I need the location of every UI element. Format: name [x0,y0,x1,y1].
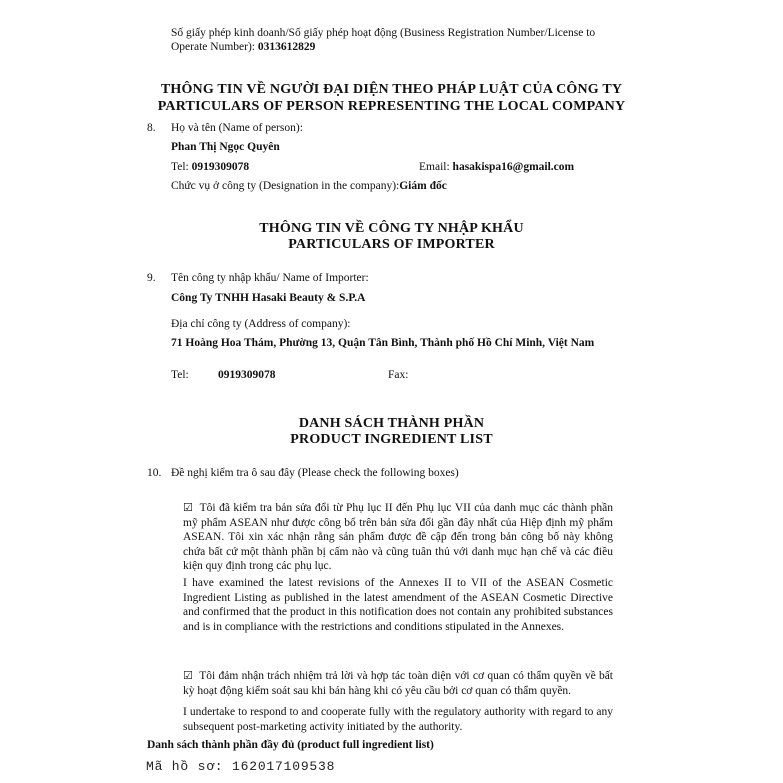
importer-name-label: Tên công ty nhập khẩu/ Name of Importer: [171,272,369,284]
designation-label: Chức vụ ở công ty (Designation in the company): [171,180,400,192]
importer-name-value: Công Ty TNHH Hasaki Beauty & S.P.A [171,292,366,304]
importer-tel-value: 0919309078 [218,369,276,381]
representative-tel-value: 0919309078 [191,161,250,173]
record-number: Mã hồ sơ: 162017109538 [146,759,336,774]
business-registration-line1: Số giấy phép kinh doanh/Số giấy phép hoạt động (Business Registration Number/License to [171,27,596,39]
checkbox2-vi-text: Tôi đảm nhận trách nhiệm trả lời và hợp tác toàn diện với cơ quan có thẩm quyền về bất kỳ hoạt động kiểm soát sau khi bán hàng khi có yêu cầu bởi cơ quan có thẩm quyền. [183,670,614,697]
checked-box-icon: ☑ [183,501,193,514]
checkbox1-vi-text: Tôi đã kiểm tra bản sửa đổi từ Phụ lục II đến Phụ lục VII của danh mục các thành phần mỹ phẩm ASEAN như được công bố trên bản sửa đổi gần đây nhất của Hiệp định mỹ phẩm ASEAN. Tôi xin xác nhận rằng sản phẩm được đề cập đến trong bản công bố này không chứa bất cứ một thành phần bị cấm nào và cũng tuân thủ với danh mục hạn chế và các điều kiện quy định trong các phụ lục. [183,502,613,573]
checkbox1-vi-paragraph [183,501,613,574]
person-name-label: Họ và tên (Name of person): [171,122,303,134]
checkbox1-en-text: I have examined the latest revisions of the Annexes II to VII of the ASEAN Cosmetic Ingredient Listing as published in the latest amendment of the ASEAN Cosmetic Directive and confirmed that the product in this notification does not contain any prohibited substances and is in compliance with the restrictions and conditions stipulated in the Annexes. [183,577,613,633]
designation [171,180,447,192]
representative-tel-label: Tel: [171,161,189,173]
business-registration-line2 [171,41,315,53]
ingredients-title-en: PRODUCT INGREDIENT LIST [290,432,493,447]
importer-address-label: Địa chỉ công ty (Address of company): [171,318,351,330]
importer-title-en: PARTICULARS OF IMPORTER [288,237,495,252]
representative-email-label: Email: [419,161,450,173]
importer-title-vi: THÔNG TIN VỀ CÔNG TY NHẬP KHẨU [259,221,524,236]
representative-tel [171,161,249,173]
full-ingredient-list-label: Danh sách thành phần đầy đủ (product full ingredient list) [147,739,434,751]
importer-address-value: 71 Hoàng Hoa Thám, Phường 13, Quận Tân Bình, Thành phố Hồ Chí Minh, Việt Nam [171,337,595,349]
designation-value: Giám đốc [399,180,447,192]
importer-tel-label: Tel: [171,369,189,381]
item-number-10: 10. [147,467,162,479]
ingredients-title-vi: DANH SÁCH THÀNH PHẦN [298,416,485,431]
checkbox2-en-text: I undertake to respond to and cooperate fully with the regulatory authority with regard to any subsequent post-marketing activity initiated by the authority. [183,706,613,733]
item-number-8: 8. [147,122,156,134]
importer-fax-label: Fax: [388,369,409,381]
check-instruction: Đề nghị kiểm tra ô sau đây (Please check the following boxes) [171,467,459,479]
checkbox2-vi-paragraph [183,669,613,698]
checked-box-icon: ☑ [183,669,193,682]
business-registration-number: 0313612829 [257,41,316,53]
representative-title-en: PARTICULARS OF PERSON REPRESENTING THE LOCAL COMPANY [157,99,626,114]
item-number-9: 9. [147,272,156,284]
business-registration-label: Operate Number): [171,41,255,53]
representative-title-vi: THÔNG TIN VỀ NGƯỜI ĐẠI DIỆN THEO PHÁP LUẬT CỦA CÔNG TY [160,82,623,97]
representative-email-value: hasakispa16@gmail.com [452,161,575,173]
person-name-value: Phan Thị Ngọc Quyên [171,141,280,153]
representative-email [419,161,574,173]
